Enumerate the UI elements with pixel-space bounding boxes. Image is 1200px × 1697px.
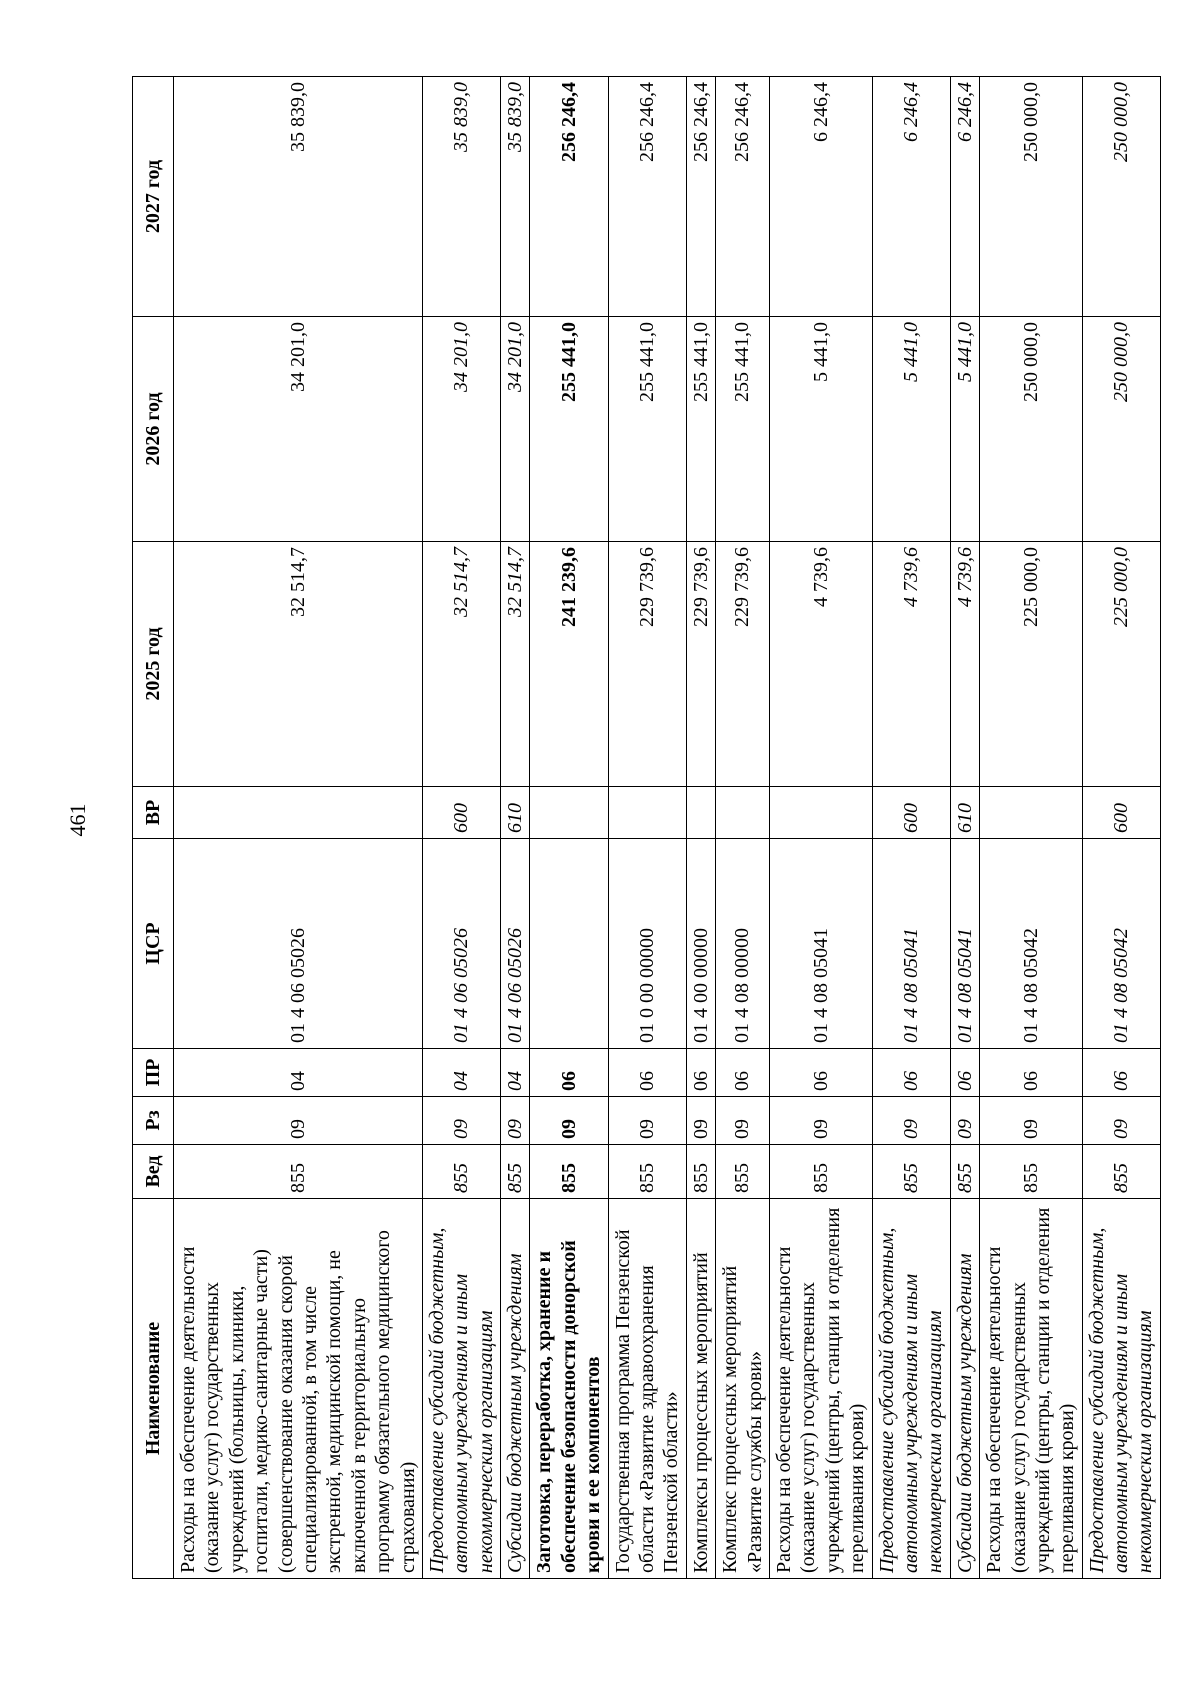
header-name: Наименование: [133, 1199, 174, 1579]
cell-vr: [686, 787, 715, 839]
cell-csr: 01 4 00 00000: [686, 839, 715, 1049]
table-row: [769, 77, 872, 1579]
cell-pr: 06: [716, 1049, 770, 1097]
cell-vr: 610: [501, 787, 530, 839]
cell-pr: 06: [608, 1049, 686, 1097]
cell-name: Предоставление субсидий бюджетным, автономным учреждениям и иным некоммерческим организациям: [872, 1199, 950, 1579]
cell-csr: 01 4 08 05042: [1082, 839, 1160, 1049]
cell-csr: 01 4 08 05042: [980, 839, 1083, 1049]
cell-pr: 04: [422, 1049, 500, 1097]
cell-pr: 06: [872, 1049, 950, 1097]
cell-2026: 5 441,0: [872, 317, 950, 542]
cell-2027: 35 839,0: [501, 77, 530, 317]
header-rz: Рз: [133, 1097, 174, 1145]
cell-ved: 855: [769, 1145, 872, 1199]
cell-pr: 06: [1082, 1049, 1160, 1097]
page-number: 461: [65, 803, 90, 837]
cell-2026: 250 000,0: [980, 317, 1083, 542]
cell-vr: 610: [950, 787, 979, 839]
cell-pr: 06: [950, 1049, 979, 1097]
header-2027: 2027 год: [133, 77, 174, 317]
table-row: [501, 77, 530, 1579]
cell-2025: 32 514,7: [174, 542, 423, 787]
table-row: [716, 77, 770, 1579]
cell-2025: 225 000,0: [1082, 542, 1160, 787]
cell-vr: 600: [1082, 787, 1160, 839]
cell-rz: 09: [501, 1097, 530, 1145]
cell-ved: 855: [1082, 1145, 1160, 1199]
cell-2025: 229 739,6: [686, 542, 715, 787]
cell-2026: 250 000,0: [1082, 317, 1160, 542]
cell-2026: 34 201,0: [501, 317, 530, 542]
cell-2026: 255 441,0: [716, 317, 770, 542]
cell-name: Расходы на обеспечение деятельности (оказание услуг) государственных учреждений (центры, станции и отделения переливания крови): [980, 1199, 1083, 1579]
table-row: [422, 77, 500, 1579]
cell-2025: 32 514,7: [422, 542, 500, 787]
cell-name: Предоставление субсидий бюджетным, автономным учреждениям и иным некоммерческим организациям: [422, 1199, 500, 1579]
cell-vr: [716, 787, 770, 839]
cell-2025: 225 000,0: [980, 542, 1083, 787]
cell-csr: 01 4 06 05026: [174, 839, 423, 1049]
cell-ved: 855: [950, 1145, 979, 1199]
cell-pr: 06: [686, 1049, 715, 1097]
cell-csr: 01 4 08 05041: [950, 839, 979, 1049]
cell-csr: [530, 839, 608, 1049]
cell-name: Субсидии бюджетным учреждениям: [950, 1199, 979, 1579]
cell-rz: 09: [686, 1097, 715, 1145]
cell-rz: 09: [608, 1097, 686, 1145]
cell-pr: 06: [769, 1049, 872, 1097]
cell-vr: [769, 787, 872, 839]
table-row: [1082, 77, 1160, 1579]
cell-2027: 6 246,4: [950, 77, 979, 317]
cell-2026: 255 441,0: [608, 317, 686, 542]
table-row: [980, 77, 1083, 1579]
cell-rz: 09: [174, 1097, 423, 1145]
cell-rz: 09: [769, 1097, 872, 1145]
cell-rz: 09: [950, 1097, 979, 1145]
cell-name: Комплекс процессных мероприятий «Развитие службы крови»: [716, 1199, 770, 1579]
cell-2026: 5 441,0: [950, 317, 979, 542]
cell-name: Расходы на обеспечение деятельности (оказание услуг) государственных учреждений (центры, станции и отделения переливания крови): [769, 1199, 872, 1579]
cell-2027: 35 839,0: [174, 77, 423, 317]
cell-2026: 255 441,0: [530, 317, 608, 542]
cell-2025: 32 514,7: [501, 542, 530, 787]
cell-ved: 855: [530, 1145, 608, 1199]
rotated-table-container: [132, 77, 1157, 1579]
cell-vr: 600: [872, 787, 950, 839]
cell-csr: 01 4 08 05041: [769, 839, 872, 1049]
cell-2027: 256 246,4: [530, 77, 608, 317]
header-ved: Вед: [133, 1145, 174, 1199]
cell-ved: 855: [716, 1145, 770, 1199]
header-2026: 2026 год: [133, 317, 174, 542]
cell-2025: 229 739,6: [716, 542, 770, 787]
cell-vr: [530, 787, 608, 839]
cell-2026: 255 441,0: [686, 317, 715, 542]
cell-pr: 06: [530, 1049, 608, 1097]
cell-name: Расходы на обеспечение деятельности (оказание услуг) государственных учреждений (больницы, клиники, госпитали, медико-санитарные части) (совершенствование оказания скорой специализированной, в том числе экстренной, медицинской помощи, не включенной в территориальную программу обязательного медицинского страхования): [174, 1199, 423, 1579]
cell-name: Субсидии бюджетным учреждениям: [501, 1199, 530, 1579]
cell-2026: 34 201,0: [174, 317, 423, 542]
cell-ved: 855: [501, 1145, 530, 1199]
cell-ved: 855: [980, 1145, 1083, 1199]
cell-vr: [980, 787, 1083, 839]
cell-name: Заготовка, переработка, хранение и обеспечение безопасности донорской крови и ее компонентов: [530, 1199, 608, 1579]
table-row: [174, 77, 423, 1579]
budget-table: [132, 76, 1161, 1579]
cell-2026: 5 441,0: [769, 317, 872, 542]
cell-csr: 01 4 08 05041: [872, 839, 950, 1049]
cell-pr: 06: [980, 1049, 1083, 1097]
cell-2027: 250 000,0: [1082, 77, 1160, 317]
cell-csr: 01 4 06 05026: [501, 839, 530, 1049]
cell-2025: 4 739,6: [950, 542, 979, 787]
cell-2025: 229 739,6: [608, 542, 686, 787]
header-2025: 2025 год: [133, 542, 174, 787]
cell-name: Комплексы процессных мероприятий: [686, 1199, 715, 1579]
cell-name: Предоставление субсидий бюджетным, автономным учреждениям и иным некоммерческим организациям: [1082, 1199, 1160, 1579]
table-row: [872, 77, 950, 1579]
table-row: [530, 77, 608, 1579]
cell-2027: 6 246,4: [872, 77, 950, 317]
cell-2027: 250 000,0: [980, 77, 1083, 317]
header-csr: ЦСР: [133, 839, 174, 1049]
cell-rz: 09: [422, 1097, 500, 1145]
cell-ved: 855: [872, 1145, 950, 1199]
cell-vr: [608, 787, 686, 839]
table-body: [174, 77, 1161, 1579]
cell-ved: 855: [422, 1145, 500, 1199]
table-row: [608, 77, 686, 1579]
cell-pr: 04: [174, 1049, 423, 1097]
cell-csr: 01 0 00 00000: [608, 839, 686, 1049]
cell-pr: 04: [501, 1049, 530, 1097]
cell-2026: 34 201,0: [422, 317, 500, 542]
cell-rz: 09: [530, 1097, 608, 1145]
cell-rz: 09: [872, 1097, 950, 1145]
cell-rz: 09: [716, 1097, 770, 1145]
cell-name: Государственная программа Пензенской области «Развитие здравоохранения Пензенской области»: [608, 1199, 686, 1579]
cell-2025: 4 739,6: [769, 542, 872, 787]
table-row: [950, 77, 979, 1579]
header-pr: ПР: [133, 1049, 174, 1097]
cell-rz: 09: [1082, 1097, 1160, 1145]
table-row: [686, 77, 715, 1579]
cell-vr: 600: [422, 787, 500, 839]
cell-2025: 241 239,6: [530, 542, 608, 787]
cell-2027: 256 246,4: [716, 77, 770, 317]
cell-ved: 855: [608, 1145, 686, 1199]
cell-ved: 855: [174, 1145, 423, 1199]
cell-2027: 6 246,4: [769, 77, 872, 317]
header-row: [133, 77, 174, 1579]
cell-2025: 4 739,6: [872, 542, 950, 787]
cell-vr: [174, 787, 423, 839]
cell-2027: 35 839,0: [422, 77, 500, 317]
cell-2027: 256 246,4: [608, 77, 686, 317]
cell-csr: 01 4 06 05026: [422, 839, 500, 1049]
cell-csr: 01 4 08 00000: [716, 839, 770, 1049]
cell-rz: 09: [980, 1097, 1083, 1145]
cell-ved: 855: [686, 1145, 715, 1199]
cell-2027: 256 246,4: [686, 77, 715, 317]
header-vr: ВР: [133, 787, 174, 839]
